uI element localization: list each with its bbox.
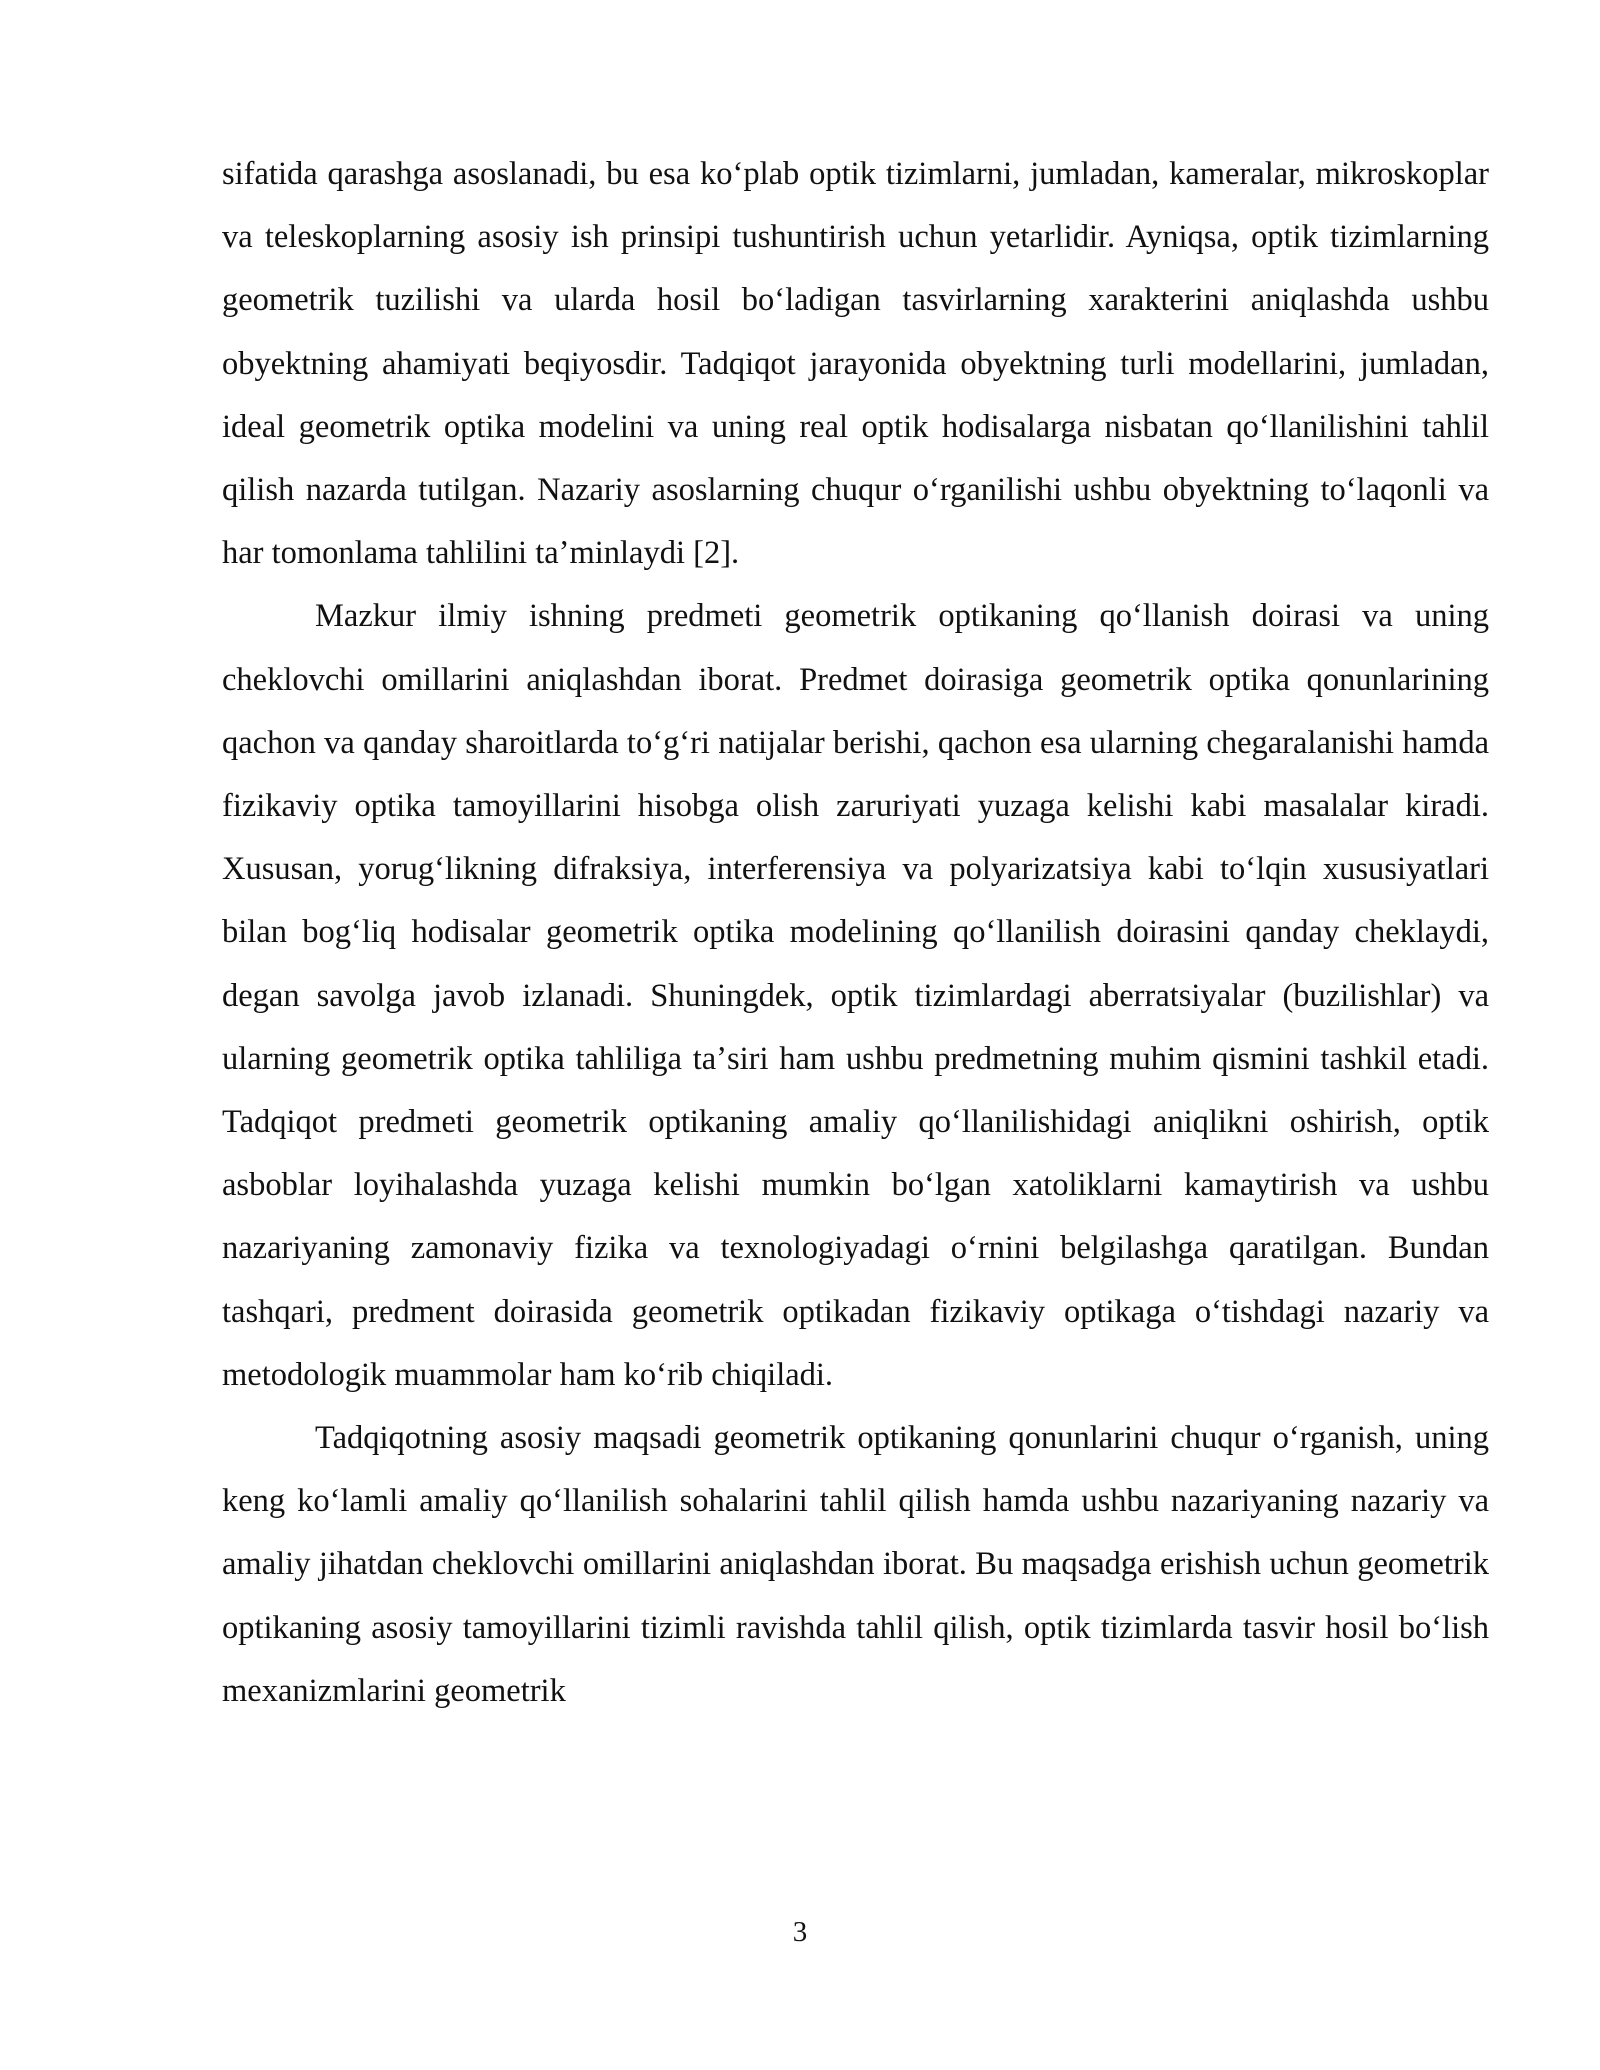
paragraph-continuation: sifatida qarashga asoslanadi, bu esa koʻplab optik tizimlarni, jumladan, kameralar, mikroskoplar va teleskoplarning asosiy ish prinsipi tushuntirish uchun yetarlidir. Ayniqsa, optik tizimlarning geometrik tuzilishi va ularda hosil boʻladigan tasvirlarning xarakterini aniqlashda ushbu obyektning ahamiyati beqiyosdir. Tadqiqot jarayonida obyektning turli modellarini, jumladan, ideal geometrik optika modelini va uning real optik hodisalarga nisbatan qoʻllanilishini tahlil qilish nazarda tutilgan. Nazariy asoslarning chuqur oʻrganilishi ushbu obyektning toʻlaqonli va har tomonlama tahlilini taʼminlaydi [2]. xyxy=(222,156,1489,572)
paragraph-research-goal: Tadqiqotning asosiy maqsadi geometrik optikaning qonunlarini chuqur oʻrganish, uning keng koʻlamli amaliy qoʻllanilish sohalarini tahlil qilish hamda ushbu nazariyaning nazariy va amaliy jihatdan cheklovchi omillarini aniqlashdan iborat. Bu maqsadga erishish uchun geometrik optikaning asosiy tamoyillarini tizimli ravishda tahlil qilish, optik tizimlarda tasvir hosil boʻlish mexanizmlarini geometrik xyxy=(222,1420,1489,1709)
paragraph-research-subject: Mazkur ilmiy ishning predmeti geometrik optikaning qoʻllanish doirasi va uning cheklovchi omillarini aniqlashdan iborat. Predmet doirasiga geometrik optika qonunlarining qachon va qanday sharoitlarda toʻgʻri natijalar berishi, qachon esa ularning chegaralanishi hamda fizikaviy optika tamoyillarini hisobga olish zaruriyati yuzaga kelishi kabi masalalar kiradi. Xususan, yorugʻlikning difraksiya, interferensiya va polyarizatsiya kabi toʻlqin xususiyatlari bilan bogʻliq hodisalar geometrik optika modelining qoʻllanilish doirasini qanday cheklaydi, degan savolga javob izlanadi. Shuningdek, optik tizimlardagi aberratsiyalar (buzilishlar) va ularning geometrik optika tahliliga taʼsiri ham ushbu predmetning muhim qismini tashkil etadi. Tadqiqot predmeti geometrik optikaning amaliy qoʻllanilishidagi aniqlikni oshirish, optik asboblar loyihalashda yuzaga kelishi mumkin boʻlgan xatoliklarni kamaytirish va ushbu nazariyaning zamonaviy fizika va texnologiyadagi oʻrnini belgilashga qaratilgan. Bundan tashqari, predment doirasida geometrik optikadan fizikaviy optikaga oʻtishdagi nazariy va metodologik muammolar ham koʻrib chiqiladi. xyxy=(222,598,1489,1393)
page-number: 3 xyxy=(792,1916,808,1948)
body-text xyxy=(222,143,1489,1723)
